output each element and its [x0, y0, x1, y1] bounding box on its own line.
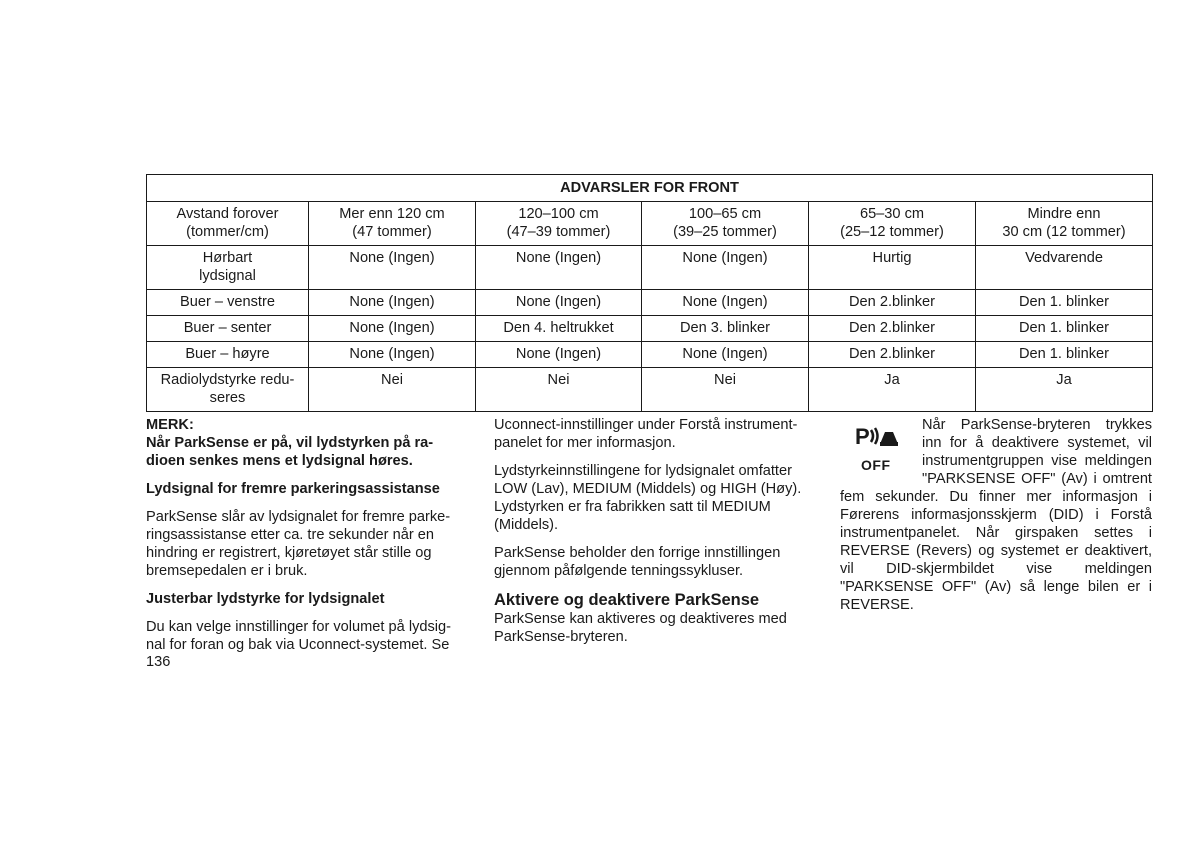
table-cell: Den 4. heltrukket — [476, 316, 642, 342]
table-cell: Den 2.blinker — [809, 290, 976, 316]
table-row — [147, 368, 1153, 412]
paragraph: ParkSense beholder den forrige innstillingen gjennom påfølgende tenningssykluser. — [494, 545, 781, 579]
table-cell: Ja — [976, 368, 1153, 412]
header-cell: 65–30 cm (25–12 tommer) — [809, 202, 976, 246]
table-header-row — [147, 202, 1153, 246]
page-number: 136 — [146, 654, 171, 670]
table-cell: None (Ingen) — [476, 342, 642, 368]
table-cell: Den 1. blinker — [976, 290, 1153, 316]
header-cell: Avstand forover (tommer/cm) — [147, 202, 309, 246]
header-cell: 100–65 cm (39–25 tommer) — [642, 202, 809, 246]
table-cell: Den 2.blinker — [809, 342, 976, 368]
paragraph: Uconnect-innstillinger under Forstå instrument- panelet for mer informasjon. — [494, 417, 798, 451]
paragraph: ParkSense slår av lydsignalet for fremre parke- ringsassistanse etter ca. tre sekunder når en hindring er registrert, kjøretøyet står stille og bremsepedalen er i bruk. — [146, 509, 451, 579]
section-heading: Aktivere og deaktivere ParkSense — [494, 591, 760, 609]
header-cell: 120–100 cm (47–39 tommer) — [476, 202, 642, 246]
row-label-cell: Buer – høyre — [147, 342, 309, 368]
header-cell: Mindre enn 30 cm (12 tommer) — [976, 202, 1153, 246]
table-title-row — [147, 175, 1153, 202]
table-row — [147, 342, 1153, 368]
table-cell: None (Ingen) — [476, 290, 642, 316]
table-cell: None (Ingen) — [476, 246, 642, 290]
table-row — [147, 290, 1153, 316]
table-cell: Nei — [642, 368, 809, 412]
note-label: MERK: — [146, 417, 194, 433]
row-label-cell: Radiolydstyrke redu- seres — [147, 368, 309, 412]
note-text: Når ParkSense er på, vil lydstyrken på ra- dioen senkes mens et lydsignal høres. — [146, 435, 434, 469]
text-column-right — [840, 416, 1152, 624]
svg-text:P: P — [855, 424, 870, 449]
table-cell: None (Ingen) — [642, 342, 809, 368]
table-cell: None (Ingen) — [642, 246, 809, 290]
table-cell: Ja — [809, 368, 976, 412]
table-cell: Vedvarende — [976, 246, 1153, 290]
table-cell: Den 3. blinker — [642, 316, 809, 342]
table-cell: None (Ingen) — [309, 290, 476, 316]
table-row — [147, 246, 1153, 290]
table-cell: None (Ingen) — [309, 246, 476, 290]
parksense-off-icon — [854, 422, 900, 452]
table-title: ADVARSLER FOR FRONT — [147, 175, 1153, 202]
paragraph: ParkSense kan aktiveres og deaktiveres med ParkSense-bryteren. — [494, 611, 787, 645]
table-cell: Den 1. blinker — [976, 342, 1153, 368]
row-label-cell: Buer – senter — [147, 316, 309, 342]
table-cell: None (Ingen) — [642, 290, 809, 316]
row-label-cell: Hørbart lydsignal — [147, 246, 309, 290]
paragraph: Når ParkSense-bryteren trykkes inn for å deaktivere systemet, vil instrumentgruppen vise meldingen "PARKSENSE OFF" (Av) i omtrent fem sekunder. Du finner mer informasjon i Førerens informasjonsskjerm (DID) i Forstå instrumentpanelet. Når girspaken settes i REVERSE (Revers) og systemet er deaktivert, vil DID-skjermbildet vise meldingen "PARKSENSE OFF" (Av) så lenge bilen er i REVERSE. — [840, 417, 1152, 613]
table-row — [147, 316, 1153, 342]
paragraph: Du kan velge innstillinger for volumet på lydsig- nal for foran og bak via Uconnect-systemet. Se — [146, 619, 451, 653]
table-cell: Den 2.blinker — [809, 316, 976, 342]
subheading-adjustable-volume: Justerbar lydstyrke for lydsignalet — [146, 591, 385, 607]
row-label-cell: Buer – venstre — [147, 290, 309, 316]
table-cell: Hurtig — [809, 246, 976, 290]
front-warnings-table-wrap — [146, 174, 1152, 412]
table-cell: None (Ingen) — [309, 342, 476, 368]
text-column-middle — [494, 416, 806, 656]
table-cell: Nei — [476, 368, 642, 412]
text-column-left — [146, 416, 458, 664]
subheading-front-signal: Lydsignal for fremre parkeringsassistanse — [146, 481, 440, 497]
header-cell: Mer enn 120 cm (47 tommer) — [309, 202, 476, 246]
table-cell: Nei — [309, 368, 476, 412]
icon-off-label: OFF — [861, 457, 891, 473]
front-warnings-table — [146, 174, 1153, 412]
table-cell: Den 1. blinker — [976, 316, 1153, 342]
parksense-off-indicator — [840, 416, 916, 476]
table-cell: None (Ingen) — [309, 316, 476, 342]
paragraph: Lydstyrkeinnstillingene for lydsignalet omfatter LOW (Lav), MEDIUM (Middels) og HIGH (Høy). Lydstyrken er fra fabrikken satt til MEDIUM (Middels). — [494, 463, 802, 533]
